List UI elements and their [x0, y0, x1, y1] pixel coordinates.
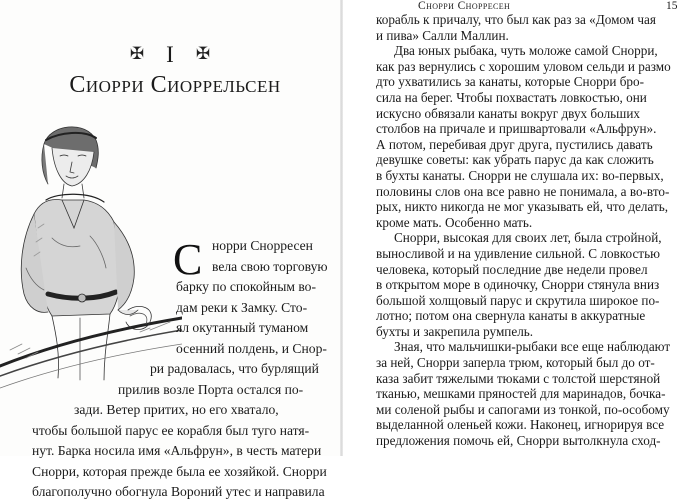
drop-cap: С	[173, 235, 203, 284]
text-line: вела свою торговую	[212, 258, 328, 274]
text-line: лотно; потом она свернула канаты в аккуратные	[376, 308, 646, 324]
text-line: и пива» Салли Маллин.	[376, 27, 509, 43]
text-line: прилив возле Порта остался по-	[118, 381, 304, 397]
page-number: 15	[666, 0, 678, 12]
right-cross-ornament: ✠	[195, 43, 211, 64]
text-line: бухты и закрепила румпель.	[376, 323, 534, 339]
text-line: барку по спокойным во-	[176, 279, 316, 294]
text-line: чтобы большой парус ее корабля был туго натя-	[32, 422, 310, 438]
left-cross-ornament: ✠	[129, 43, 145, 64]
text-line: столбов на причале и пришвартовали «Альфрун».	[376, 121, 657, 137]
text-line: Снорри, высокая для своих лет, была стройной,	[394, 230, 662, 246]
right-page-text	[0, 12, 683, 449]
text-line: сила на берег. Чтобы похвастать ловкостью, они	[376, 89, 647, 105]
text-line: человека, который последние две недели провел	[376, 261, 648, 277]
text-line: ри радовалась, что бурлящий	[150, 361, 319, 376]
text-line: осенний полдень, и Снор-	[176, 340, 327, 356]
text-line: искусно обвязали канаты вокруг двух больших	[376, 105, 640, 121]
text-line: дто ухватились за канаты, которые Снорри бро-	[376, 74, 644, 90]
text-line: девушке советы: как убрать парус да как сложить	[376, 152, 654, 168]
text-line: рых, никто никогда не мог указывать ей, что делать,	[376, 199, 669, 215]
text-line: в бухты канаты. Снорри не слушала их: во-первых,	[376, 167, 664, 183]
text-line: дам реки к Замку. Сто-	[176, 299, 308, 315]
text-line: выделанной оленьей кожи. Наконец, игнорируя все	[376, 417, 665, 433]
text-line: Зная, что мальчишки-рыбаки все еще наблюдают	[394, 339, 671, 355]
text-line: каза забит тяжелыми тюками с толстой шерстяной	[376, 370, 661, 386]
text-line: благополучно обогнула Вороний утес и направила	[32, 484, 325, 499]
text-line: ми соленой рыбы и сапогами из тонкой, по-особому	[376, 401, 670, 417]
text-line: норри Снорресен	[212, 238, 313, 253]
chapter-numeral: I	[166, 41, 174, 67]
text-line: как раз вернулись с хорошим уловом сельди и размо	[376, 58, 671, 74]
text-line: половины слов она все равно не понимала, а во-вто-	[376, 183, 670, 199]
text-line: нут. Барка носила имя «Альфрун», в честь матери	[32, 443, 322, 458]
text-line: Два юных рыбака, чуть моложе самой Снорри,	[394, 43, 658, 59]
text-line: большой холщовый парус и скрутила широкое по-	[376, 292, 660, 308]
text-line: предложения помочь ей, Снорри вытолкнула сход-	[376, 433, 661, 449]
text-line: Снорри, которая прежде была ее хозяйкой. Снорри	[32, 463, 327, 479]
text-line: тканью, мешками пряностей для маринадов, бочка-	[376, 386, 666, 402]
text-line: корабль к причалу, что был как раз за «Домом чая	[376, 12, 656, 27]
text-line: выносливой и на удивление сильной. С ловкостью	[376, 245, 660, 261]
text-line: кроме мать. Особенно мать.	[376, 214, 533, 230]
text-line: А потом, перебивая друг друга, пустились давать	[376, 136, 653, 152]
text-line: в открытом море в одиночку, Снорри стянула вниз	[376, 277, 660, 293]
text-line: зади. Ветер притих, но его хватало,	[74, 402, 279, 417]
text-line: за ней, Снорри заперла трюм, который был до от-	[376, 355, 655, 371]
text-line: ял окутанный туманом	[176, 320, 309, 335]
running-head: Снорри Снорресен	[418, 0, 511, 12]
chapter-title: Сиорри Сиоррельсен	[69, 72, 281, 98]
